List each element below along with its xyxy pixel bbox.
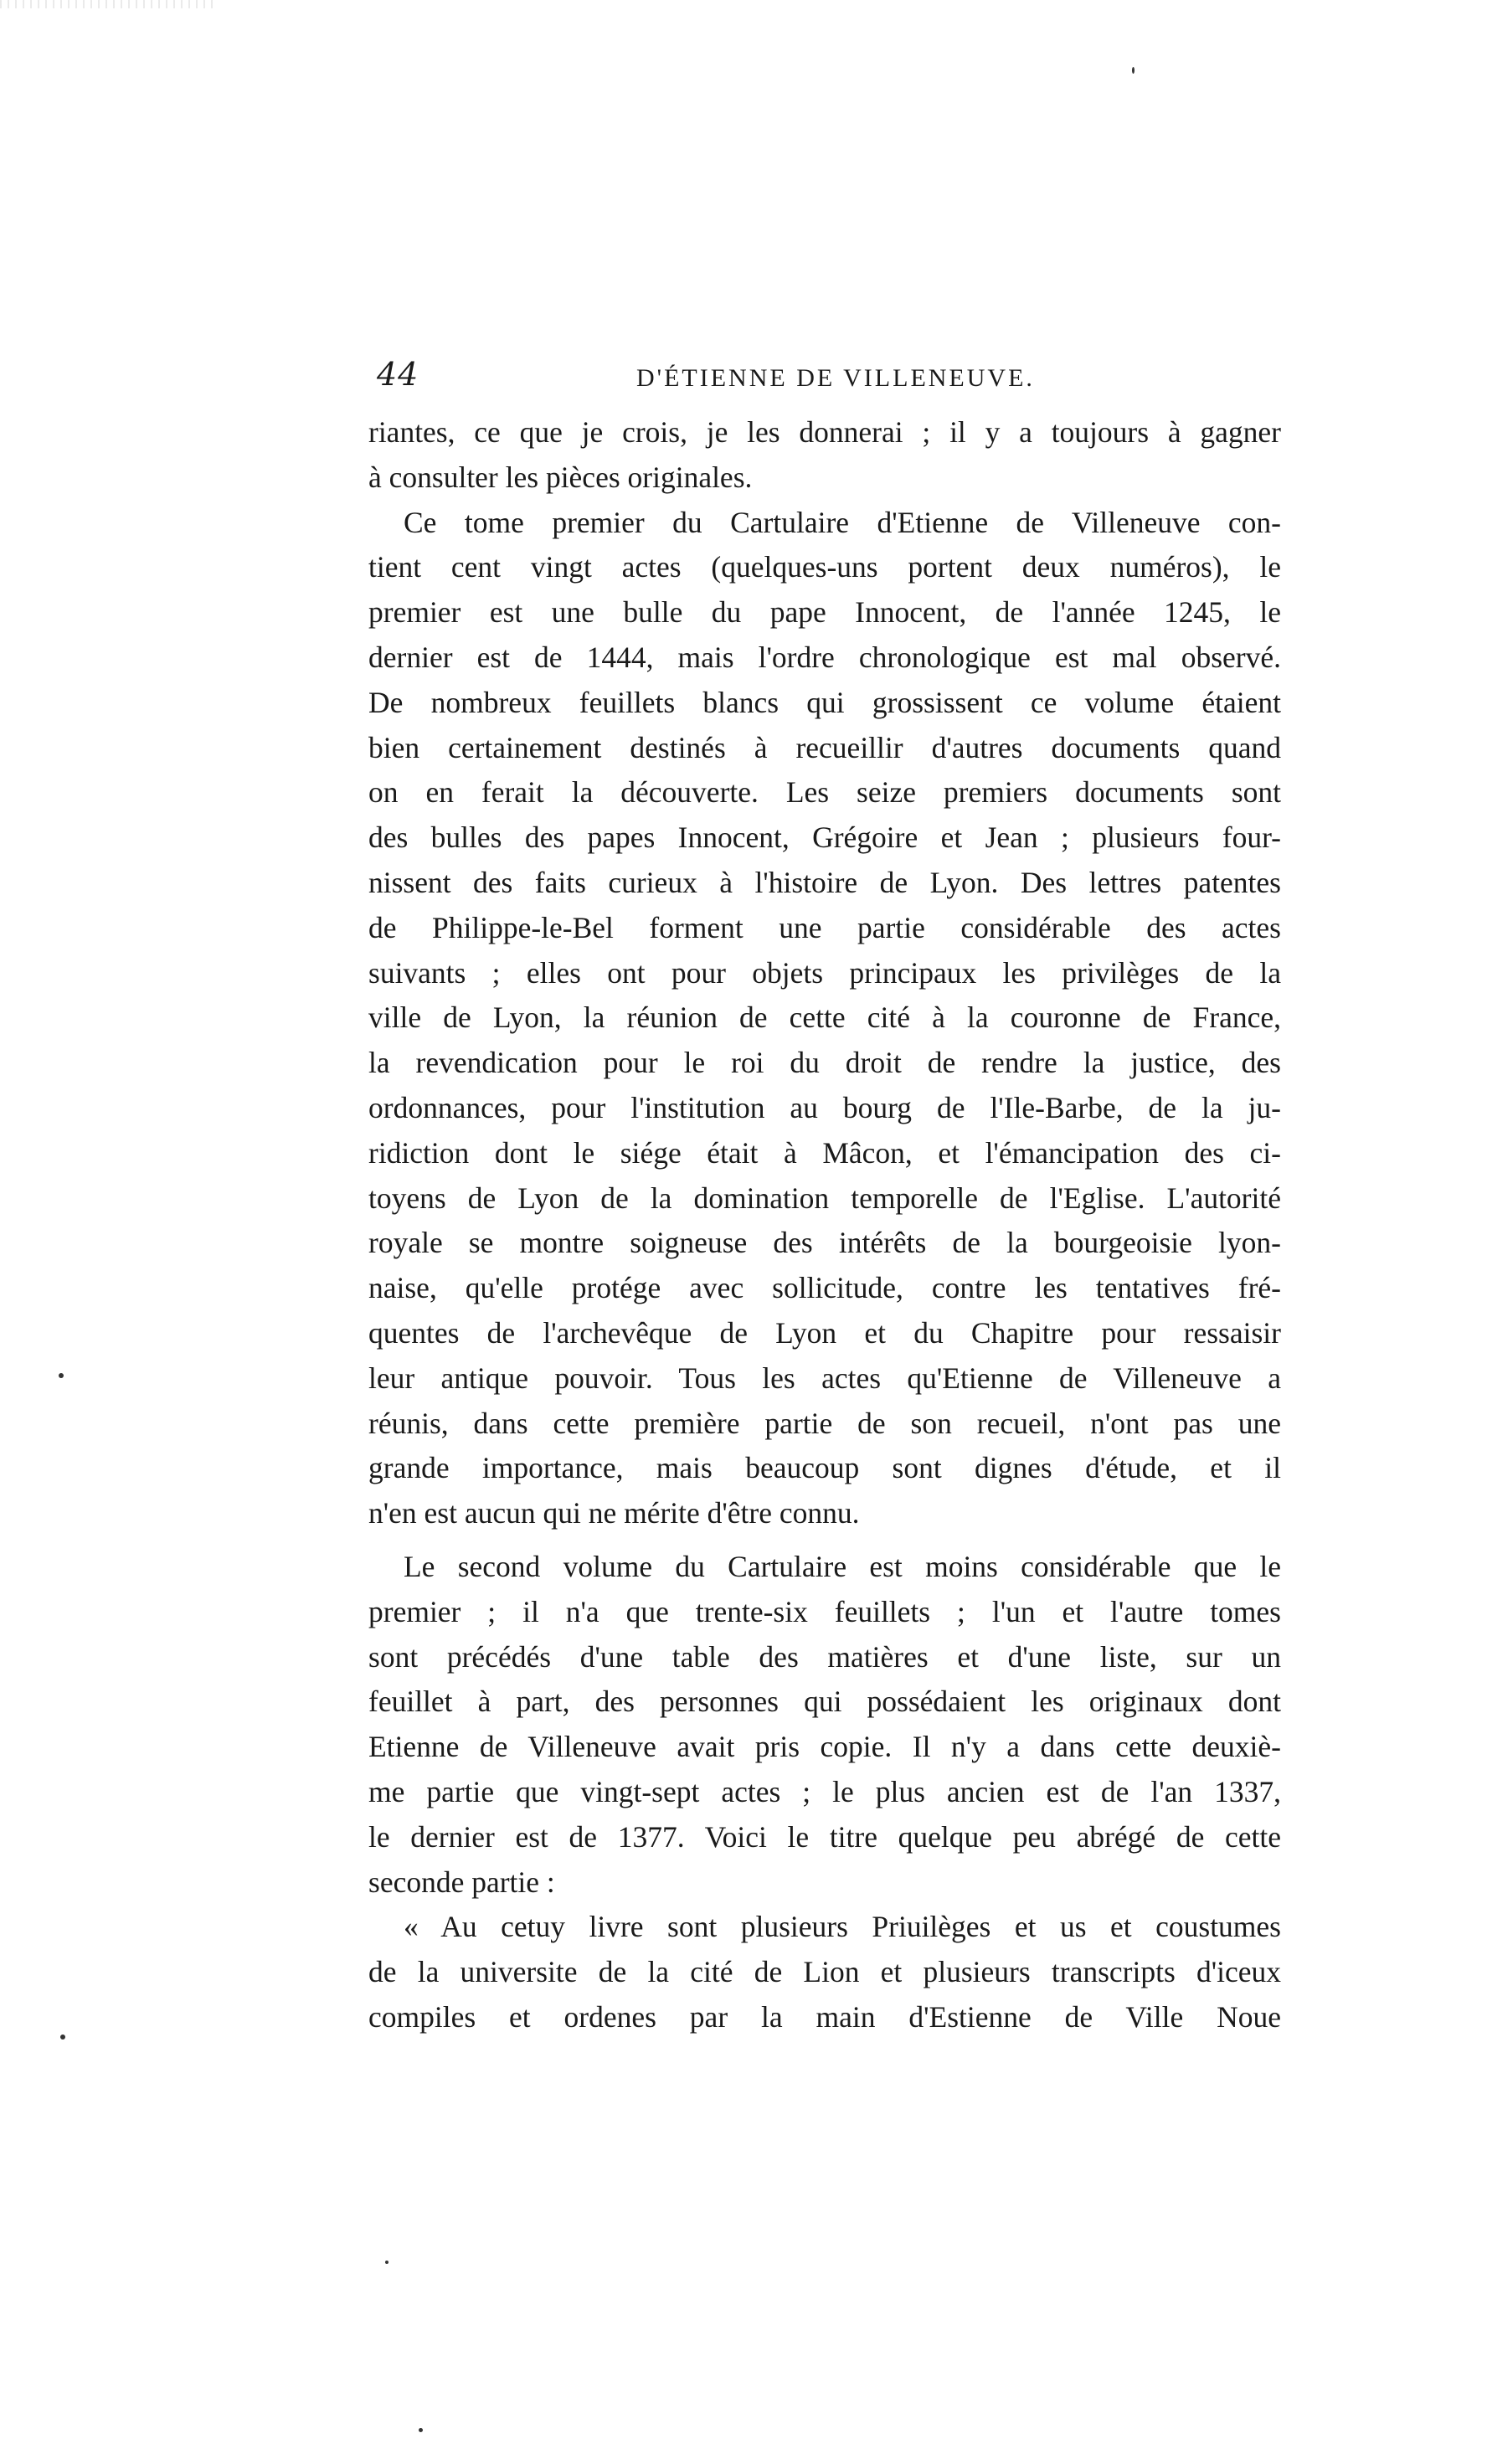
paragraph bbox=[368, 1905, 1281, 2040]
text-line: Etienne de Villeneuve avait pris copie. Il n'y a dans cette deuxiè- bbox=[368, 1730, 1281, 1764]
text-line: premier ; il n'a que trente-six feuillets ; l'un et l'autre tomes bbox=[368, 1594, 1281, 1628]
text-line: leur antique pouvoir. Tous les actes qu'Etienne de Villeneuve a bbox=[368, 1361, 1281, 1395]
text-line: de Philippe-le-Bel forment une partie considérable des actes bbox=[368, 910, 1281, 944]
running-head: D'ÉTIENNE DE VILLENEUVE. bbox=[636, 364, 1035, 392]
text-line: réunis, dans cette première partie de son recueil, n'ont pas une bbox=[368, 1406, 1281, 1440]
text-line: De nombreux feuillets blancs qui grossissent ce volume étaient bbox=[368, 685, 1281, 719]
scan-speck bbox=[1132, 67, 1135, 74]
scan-speck bbox=[60, 2034, 65, 2040]
text-line: on en ferait la découverte. Les seize premiers documents sont bbox=[368, 775, 1281, 810]
text-line: ridiction dont le siége était à Mâcon, et l'émancipation des ci- bbox=[368, 1135, 1281, 1170]
text-line: ville de Lyon, la réunion de cette cité à la couronne de France, bbox=[368, 1001, 1281, 1035]
paragraph bbox=[368, 410, 1281, 501]
text-line: riantes, ce que je crois, je les donnerai ; il y a toujours à gagner bbox=[368, 415, 1281, 449]
text-line: quentes de l'archevêque de Lyon et du Chapitre pour ressaisir bbox=[368, 1315, 1281, 1350]
page-header bbox=[368, 356, 1306, 406]
text-line: feuillet à part, des personnes qui possédaient les originaux dont bbox=[368, 1685, 1281, 1719]
text-line: sont précédés d'une table des matières et d'une liste, sur un bbox=[368, 1639, 1281, 1674]
text-line: dernier est de 1444, mais l'ordre chronologique est mal observé. bbox=[368, 640, 1281, 674]
body-text bbox=[368, 410, 1281, 2040]
scan-edge-noise bbox=[0, 0, 218, 8]
page-number: 44 bbox=[377, 356, 419, 393]
scan-speck bbox=[385, 2261, 388, 2264]
text-line: Ce tome premier du Cartulaire d'Etienne de Villeneuve con- bbox=[404, 505, 1281, 539]
text-line: Le second volume du Cartulaire est moins considérable que le bbox=[404, 1549, 1281, 1583]
paragraph bbox=[368, 1545, 1281, 1905]
text-line: de la universite de la cité de Lion et plusieurs transcripts d'iceux bbox=[368, 1955, 1281, 1989]
paragraph bbox=[368, 501, 1281, 1536]
text-line: seconde partie : bbox=[368, 1865, 555, 1899]
text-line: à consulter les pièces originales. bbox=[368, 460, 753, 494]
scan-speck bbox=[59, 1373, 64, 1378]
text-line: grande importance, mais beaucoup sont dignes d'étude, et il bbox=[368, 1451, 1281, 1485]
text-line: « Au cetuy livre sont plusieurs Priuilèges et us et coustumes bbox=[404, 1910, 1281, 1944]
text-line: royale se montre soigneuse des intérêts de la bourgeoisie lyon- bbox=[368, 1226, 1281, 1260]
text-line: le dernier est de 1377. Voici le titre quelque peu abrégé de cette bbox=[368, 1819, 1281, 1854]
text-line: suivants ; elles ont pour objets principaux les privilèges de la bbox=[368, 955, 1281, 990]
text-line: naise, qu'elle protége avec sollicitude, contre les tentatives fré- bbox=[368, 1271, 1281, 1305]
text-line: me partie que vingt-sept actes ; le plus ancien est de l'an 1337, bbox=[368, 1774, 1281, 1808]
text-line: des bulles des papes Innocent, Grégoire et Jean ; plusieurs four- bbox=[368, 820, 1281, 855]
text-line: compiles et ordenes par la main d'Estienne de Ville Noue bbox=[368, 1999, 1281, 2034]
scan-speck bbox=[419, 2428, 423, 2432]
text-line: toyens de Lyon de la domination temporelle de l'Eglise. L'autorité bbox=[368, 1181, 1281, 1215]
text-line: bien certainement destinés à recueillir d'autres documents quand bbox=[368, 730, 1281, 764]
text-line: tient cent vingt actes (quelques-uns portent deux numéros), le bbox=[368, 550, 1281, 584]
text-line: premier est une bulle du pape Innocent, de l'année 1245, le bbox=[368, 595, 1281, 630]
text-line: n'en est aucun qui ne mérite d'être connu. bbox=[368, 1496, 860, 1530]
text-line: nissent des faits curieux à l'histoire de Lyon. Des lettres patentes bbox=[368, 865, 1281, 899]
text-line: la revendication pour le roi du droit de rendre la justice, des bbox=[368, 1046, 1281, 1080]
text-line: ordonnances, pour l'institution au bourg de l'Ile-Barbe, de la ju- bbox=[368, 1090, 1281, 1124]
